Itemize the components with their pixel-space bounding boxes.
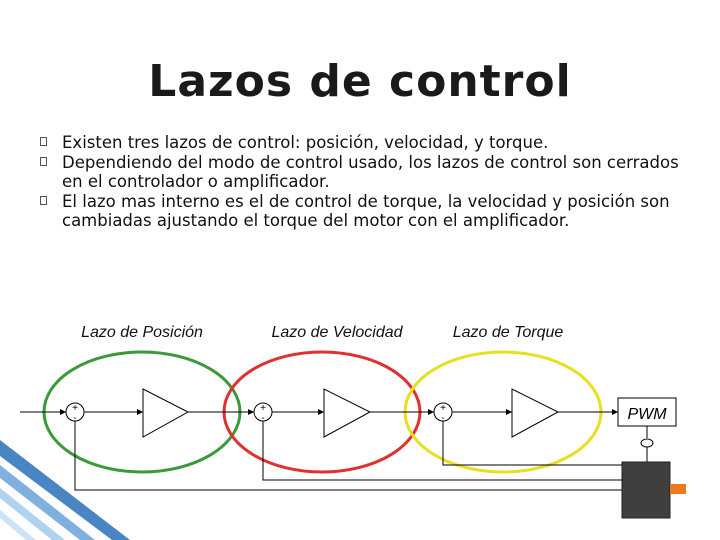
svg-text:+: +: [440, 403, 446, 414]
arrowhead: [506, 409, 512, 415]
bullet-square-icon: [40, 196, 47, 205]
arrowhead: [612, 409, 618, 415]
arrowhead: [318, 409, 324, 415]
torque-loop-label: Lazo de Torque: [452, 324, 564, 341]
svg-text:-: -: [261, 413, 265, 424]
summing-junction: [66, 403, 84, 424]
arrowhead: [428, 409, 434, 415]
control-loop-diagram: [0, 300, 720, 540]
bullet-item: [40, 133, 690, 153]
amplifier-triangle: [324, 389, 370, 437]
bullet-text: Dependiendo del modo de control usado, los lazos de control son cerrados en el controlador o amplificador.: [62, 152, 679, 191]
summing-junction: [254, 403, 272, 424]
svg-text:+: +: [260, 403, 266, 414]
summing-junction: [434, 403, 452, 424]
velocity-loop-label: Lazo de Velocidad: [271, 324, 403, 341]
bullet-square-icon: [40, 137, 47, 146]
motor-shaft: [670, 484, 686, 494]
arrowhead: [248, 409, 254, 415]
bullet-square-icon: [40, 157, 47, 166]
bullet-list: [40, 133, 690, 231]
svg-text:-: -: [441, 413, 445, 424]
sensor-coupling: [641, 439, 653, 447]
amplifier-triangle: [143, 389, 188, 437]
amplifier-triangle: [512, 389, 558, 437]
arrowhead: [137, 409, 143, 415]
motor-body: [622, 462, 670, 518]
svg-text:+: +: [72, 403, 78, 414]
pwm-label: PWM: [627, 406, 667, 423]
feedback-line-torque: [443, 421, 622, 465]
svg-text:-: -: [73, 413, 77, 424]
position-loop-label: Lazo de Posición: [81, 324, 203, 341]
bullet-text: Existen tres lazos de control: posición, velocidad, y torque.: [62, 133, 549, 152]
bullet-text: El lazo mas interno es el de control de torque, la velocidad y posición son cambiadas ajustando el torque del motor con el amplificador.: [62, 191, 670, 230]
bullet-item: [40, 192, 690, 231]
bullet-item: [40, 153, 690, 192]
page-title: Lazos de control: [148, 56, 572, 107]
arrowhead: [60, 409, 66, 415]
